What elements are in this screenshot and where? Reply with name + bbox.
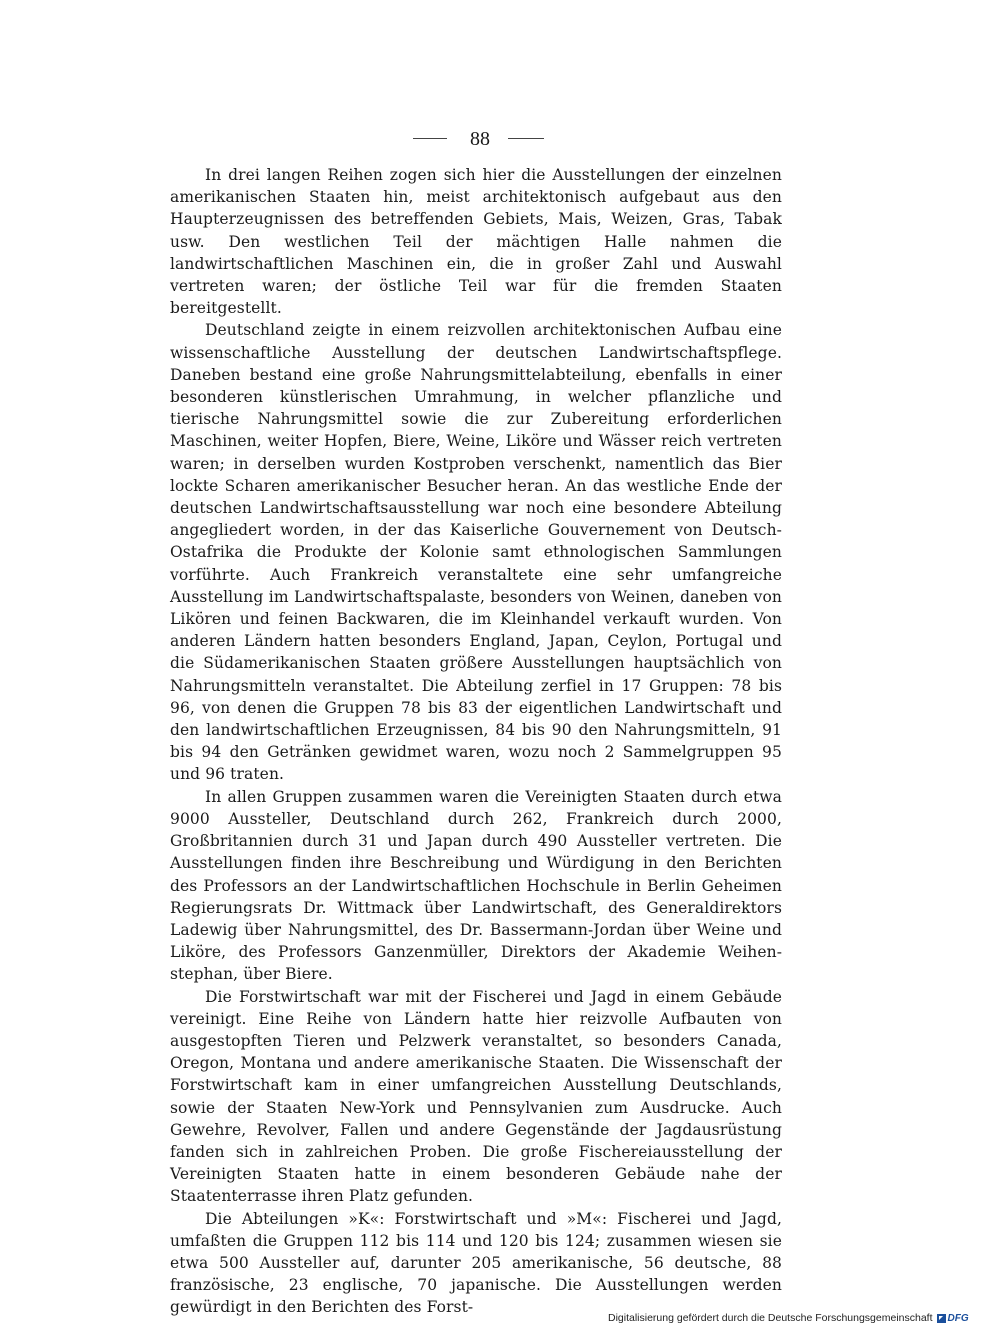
footer-text: Digitalisierung gefördert durch die Deutsche Forschungsgemeinschaft — [608, 1312, 933, 1324]
page-number-rule-left — [413, 138, 447, 139]
body-text — [170, 164, 782, 1319]
page-number: 88 — [470, 128, 490, 150]
page-number-rule-right — [508, 138, 544, 139]
digitization-footer — [608, 1312, 969, 1324]
paragraph-2: Deutschland zeigte in einem reizvollen architektonischen Aufbau eine wissenschaftliche Ausstellung der deutschen Landwirtschaftspflege. Daneben bestand eine große Nahrungsmittelabteilung, ebenfalls in einer besonderen künstlerischen Umrahmung, in welcher pflanzliche und tierische Nahrungsmittel sowie die zur Zubereitung erforderlichen Maschinen, weiter Hopfen, Biere, Weine, Liköre und Wässer reich vertreten waren; in derselben wurden Kostproben verschenkt, namentlich das Bier lockte Scharen amerikanischer Besucher heran. An das westliche Ende der deutschen Landwirtschaftsausstellung war noch eine besondere Abteilung angegliedert worden, in der das Kaiserliche Gouvernement von Deutsch-Ostafrika die Produkte der Kolonie samt ethnologischen Sammlungen vorführte. Auch Frankreich veranstaltete eine sehr umfangreiche Ausstellung im Landwirtschaftspalaste, besonders von Weinen, daneben von Likören und feinen Backwaren, die im Kleinhandel verkauft wurden. Von anderen Ländern hatten besonders England, Japan, Ceylon, Portugal und die Südamerikanischen Staaten größere Ausstellungen hauptsächlich von Nahrungsmitteln veranstaltet. Die Abteilung zerfiel in 17 Gruppen: 78 bis 96, von denen die Gruppen 78 bis 83 der eigentlichen Landwirtschaft und den landwirtschaftlichen Erzeugnissen, 84 bis 90 den Nahrungsmitteln, 91 bis 94 den Getränken gewidmet waren, wozu noch 2 Sammelgruppen 95 und 96 traten. — [170, 321, 782, 784]
paragraph-3: In allen Gruppen zusammen waren die Vereinigten Staaten durch etwa 9000 Aussteller, Deutschland durch 262, Frankreich durch 2000, Großbritannien durch 31 und Japan durch 490 Aussteller vertreten. Die Ausstellungen finden ihre Beschreibung und Würdigung in den Berichten des Professors an der Landwirtschaftlichen Hochschule in Berlin Geheimen Regierungsrats Dr. Wittmack über Landwirtschaft, des Generaldirektors Ladewig über Nahrungsmittel, des Dr. Bassermann-Jordan über Weine und Liköre, des Professors Ganzenmüller, Direktors der Akademie Weihenstephan, über Biere. — [170, 787, 782, 984]
paragraph-4: Die Forstwirtschaft war mit der Fischerei und Jagd in einem Gebäude vereinigt. Eine Reihe von Ländern hatte hier reizvolle Aufbauten von ausgestopften Tieren und Pelzwerk veranstaltet, so besonders Canada, Oregon, Montana und andere amerikanische Staaten. Die Wissenschaft der Forstwirtschaft kam in einer umfangreichen Ausstellung Deutschlands, sowie der Staaten New-York und Pennsylvanien zum Ausdrucke. Auch Gewehre, Revolver, Fallen und andere Gegenstände der Jagdausrüstung fanden sich in zahlreichen Proben. Die große Fischereiausstellung der Vereinigten Staaten hatte in einem besonderen Gebäude nahe der Staatenterrasse ihren Platz gefunden. — [170, 987, 782, 1206]
dfg-logo-icon — [937, 1314, 946, 1323]
page-header — [0, 126, 1000, 154]
paragraph-5: Die Abteilungen »K«: Forstwirtschaft und »M«: Fischerei und Jagd, umfaßten die Gruppen 112 bis 114 und 120 bis 124; zusammen wiesen sie etwa 500 Aussteller auf, darunter 205 amerikanische, 56 deutsche, 88 französische, 23 englische, 70 japanische. Die Ausstellungen werden gewürdigt in den Berichten des Forst- — [170, 1209, 782, 1317]
dfg-logo — [937, 1313, 969, 1324]
dfg-logo-label: DFG — [947, 1312, 969, 1324]
paragraph-1: In drei langen Reihen zogen sich hier die Ausstellungen der einzelnen amerikanischen Staaten hin, meist architektonisch aufgebaut aus den Haupterzeugnissen des betreffenden Gebiets, Mais, Weizen, Gras, Tabak usw. Den westlichen Teil der mächtigen Halle nahmen die landwirtschaftlichen Maschinen ein, die in großer Zahl und Auswahl vertreten waren; der östliche Teil war für die fremden Staaten bereitgestellt. — [170, 166, 782, 318]
